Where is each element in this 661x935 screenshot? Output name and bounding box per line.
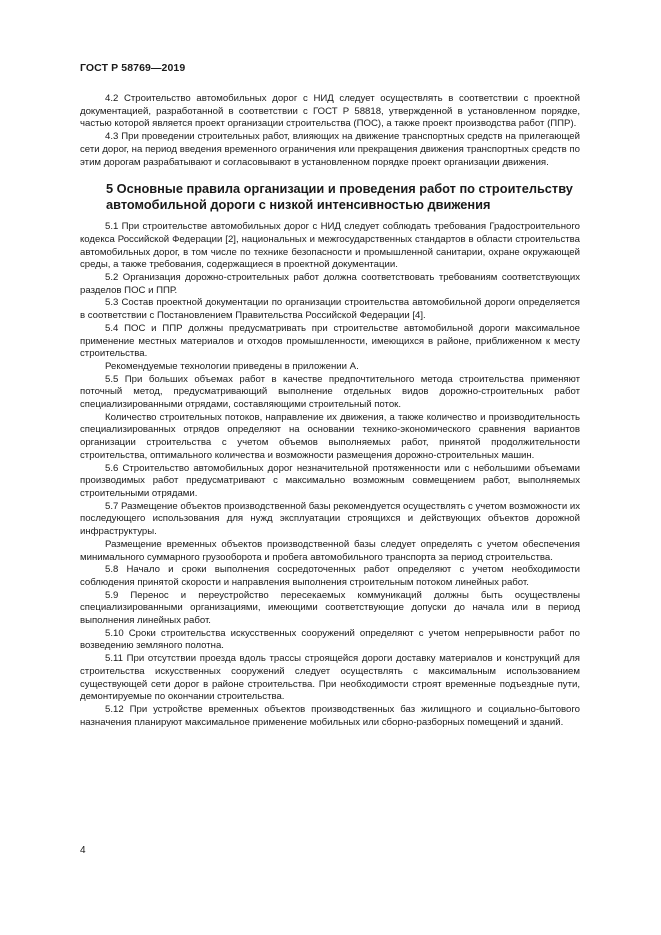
paragraph-5-7-cont: Размещение временных объектов производственной базы следует определять с учетом обеспечения минимального суммарного грузооборота и пробега автомобильного транспорта за период строительства.	[80, 538, 580, 563]
paragraph-5-12: 5.12 При устройстве временных объектов производственных баз жилищного и социально-бытового назначения планируют максимальное применение мобильных или сборно-разборных помещений и зданий.	[80, 703, 580, 728]
paragraph-4-3: 4.3 При проведении строительных работ, влияющих на движение транспортных средств на прилегающей сети дорог, на период введения временного ограничения или прекращения движения транспортных средств по этим дорогам разрабатывают и согласовывают в установленном порядке проект организации движения.	[80, 131, 580, 168]
paragraph-5-11: 5.11 При отсутствии проезда вдоль трассы строящейся дороги доставку материалов и конструкций для строительства искусственных сооружений следует осуществлять с максимальным использованием существующей сети дорог в районе строительства. При необходимости строят временные подъездные пути, демонтируемые по окончании строительства.	[80, 653, 580, 703]
document-header: ГОСТ Р 58769—2019	[80, 62, 186, 74]
paragraph-5-2: 5.2 Организация дорожно-строительных работ должна соответствовать требованиям соответствующих разделов ПОС и ППР.	[80, 272, 580, 296]
paragraph-5-10: 5.10 Сроки строительства искусственных сооружений определяют с учетом непрерывности работ по возведению земляного полотна.	[80, 627, 580, 652]
paragraph-technologies-note: Рекомендуемые технологии приведены в приложении А.	[105, 360, 359, 372]
paragraph-5-5-cont: Количество строительных потоков, направление их движения, а также количество и производительность специализированных отрядов определяют на основании технико-экономического сравнения вариантов организации строительства с учетом объемов выполняемых работ, принятой продолжительности строительства, оптимального количества и возможности размещения дорожно-строительных машин.	[80, 411, 580, 461]
page-number: 4	[80, 845, 86, 856]
paragraph-5-6: 5.6 Строительство автомобильных дорог незначительной протяженности или с небольшими объемами производимых работ предусматривают с максимально возможным совмещением работ, выполняемых строительными отрядами.	[80, 462, 580, 499]
paragraph-5-9: 5.9 Перенос и переустройство пересекаемых коммуникаций должны быть осуществлены специализированными организациями, имеющими соответствующие допуски до начала или в период выполнения линейных работ.	[80, 589, 580, 627]
paragraph-5-4: 5.4 ПОС и ППР должны предусматривать при строительстве автомобильной дороги максимальное применение местных материалов и отходов промышленности, имеющихся в районе, приближенном к месту строительства.	[80, 322, 580, 360]
paragraph-5-5: 5.5 При больших объемах работ в качестве предпочтительного метода строительства применяют поточный метод, предусматривающий выполнение отдельных видов дорожно-строительных работ специализированными отрядами, составляющими строительный поток.	[80, 373, 580, 411]
paragraph-5-8: 5.8 Начало и сроки выполнения сосредоточенных работ определяют с учетом необходимости соблюдения принятой скорости и направления выполнения строительным потоком линейных работ.	[80, 564, 580, 588]
paragraph-5-1: 5.1 При строительстве автомобильных дорог с НИД следует соблюдать требования Градостроительного кодекса Российской Федерации [2], национальных и межгосударственных стандартов в области строительства автомобильных дорог, в том числе по технике безопасности и промышленной санитарии, охране окружающей среды, а также требования, содержащиеся в проектной документации.	[80, 221, 580, 271]
section-5-heading: 5 Основные правила организации и проведения работ по строительству автомобильной дороги с низкой интенсивностью движения	[106, 181, 573, 213]
paragraph-5-7: 5.7 Размещение объектов производственной базы рекомендуется осуществлять с учетом возможности их последующего использования для нужд эксплуатации строящихся и действующих объектов дорожной инфраструктуры.	[80, 500, 580, 538]
paragraph-5-3: 5.3 Состав проектной документации по организации строительства автомобильной дороги определяется в соответствии с Постановлением Правительства Российской Федерации [4].	[80, 297, 580, 322]
document-body	[80, 93, 580, 729]
paragraph-4-2: 4.2 Строительство автомобильных дорог с НИД следует осуществлять в соответствии с проектной документацией, разработанной в соответствии с ГОСТ Р 58818, утвержденной в установленном порядке, частью которой является проект организации строительства (ПОС), а также проект производства работ (ППР).	[80, 93, 580, 130]
